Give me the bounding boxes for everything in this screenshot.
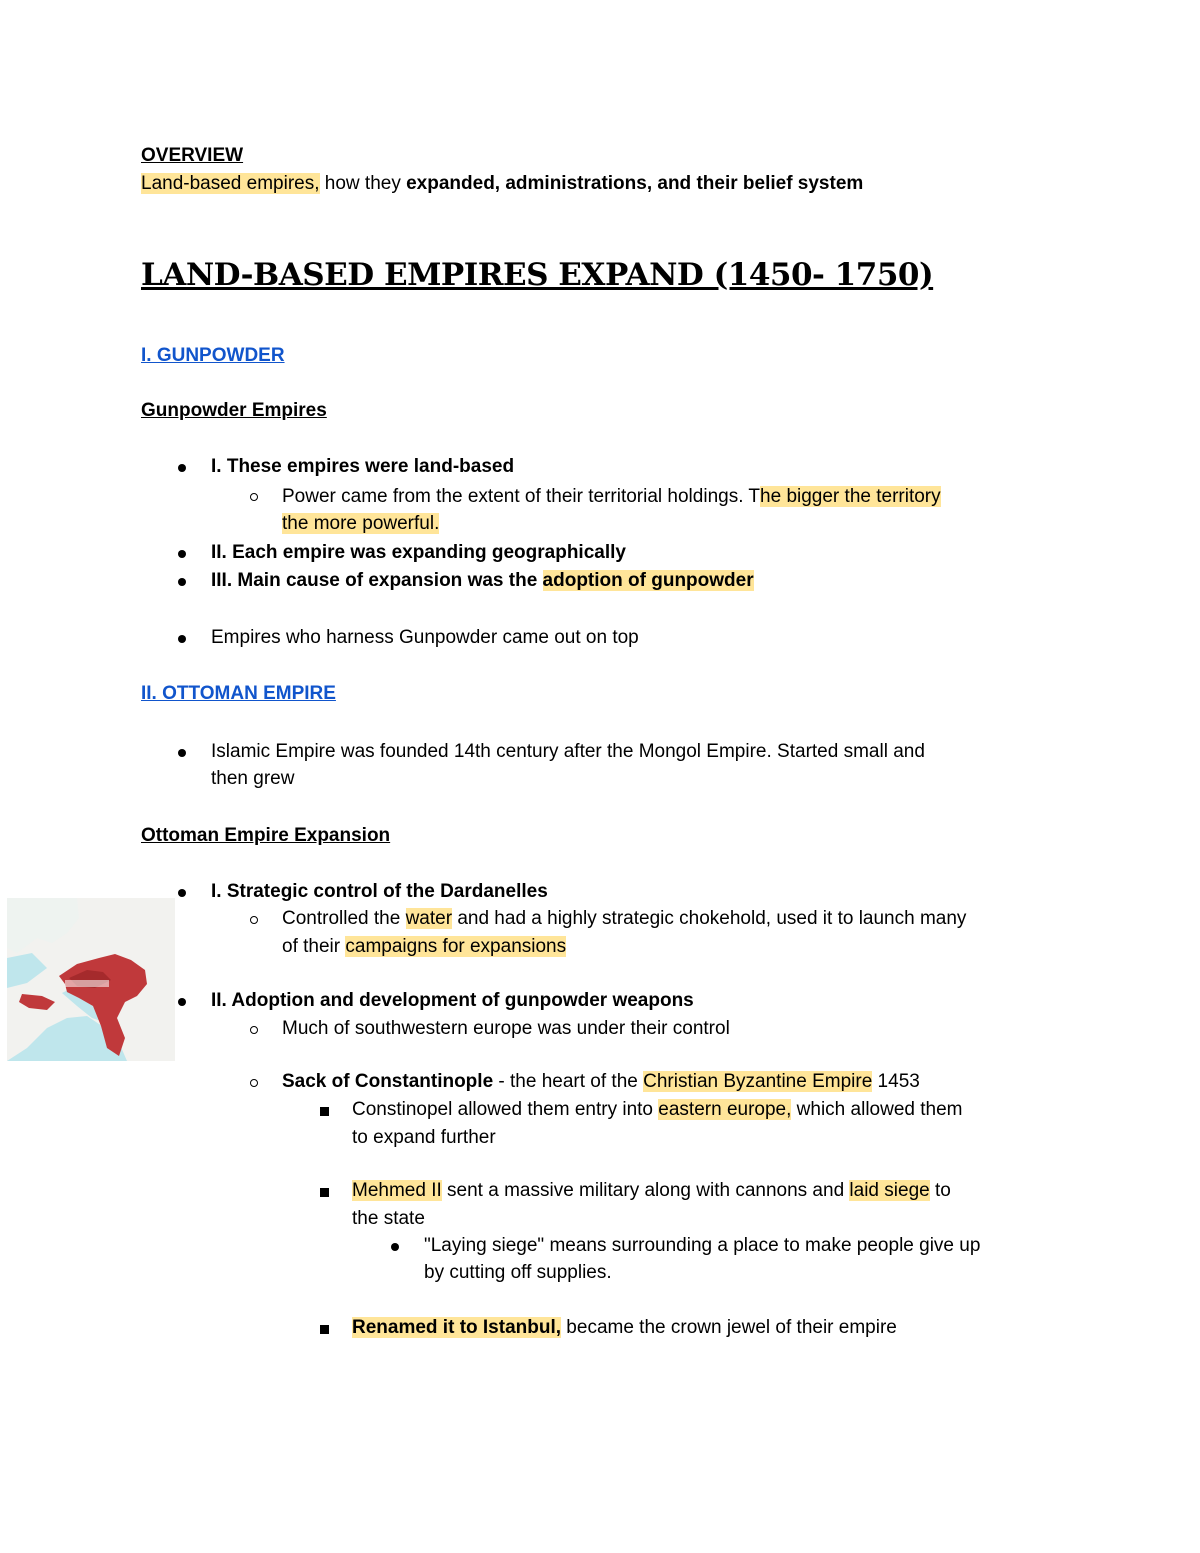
list-item: Islamic Empire was founded 14th century after the Mongol Empire. Started small and (211, 741, 925, 762)
overview-heading: OVERVIEW (141, 145, 244, 166)
gunpowder-empires-subheading: Gunpowder Empires (141, 400, 327, 421)
highlight: he bigger the territory (760, 486, 941, 507)
highlight: laid siege (849, 1180, 930, 1201)
list-item: Empires who harness Gunpowder came out on top (211, 627, 639, 648)
bullet-icon (178, 749, 186, 757)
list-item-continued: the state (352, 1208, 425, 1229)
circle-bullet-icon (250, 916, 258, 924)
list-item-continued: by cutting off supplies. (424, 1262, 612, 1283)
highlight: Christian Byzantine Empire (643, 1071, 873, 1092)
bullet-icon (178, 889, 186, 897)
list-item (282, 484, 941, 510)
square-bullet-icon (320, 1325, 329, 1334)
list-item: II. Adoption and development of gunpowder weapons (211, 990, 694, 1011)
text: which allowed them (791, 1099, 963, 1120)
highlight-land-based-empires: Land-based empires, (141, 173, 320, 194)
highlight: water (405, 908, 453, 929)
list-item (352, 1178, 951, 1204)
list-item-continued: to expand further (352, 1127, 496, 1148)
section-ottoman-link[interactable]: II. OTTOMAN EMPIRE (141, 683, 336, 704)
overview-text: how they (319, 173, 407, 194)
list-item (352, 1097, 962, 1123)
text: Constinopel allowed them entry into (352, 1099, 659, 1120)
text: 1453 (872, 1071, 920, 1092)
highlight: Mehmed II (352, 1180, 442, 1201)
bullet-icon (178, 578, 186, 586)
list-item: "Laying siege" means surrounding a place to make people give up (424, 1235, 981, 1256)
list-item: Much of southwestern europe was under their control (282, 1018, 730, 1039)
text: to (929, 1180, 951, 1201)
text: sent a massive military along with cannons and (441, 1180, 850, 1201)
highlight: Renamed it to Istanbul, (352, 1317, 562, 1338)
square-bullet-icon (320, 1107, 329, 1116)
text: Controlled the (282, 908, 406, 929)
list-item-continued: then grew (211, 768, 295, 789)
overview-line (141, 171, 863, 197)
list-item-continued (282, 511, 439, 537)
list-item (282, 906, 966, 932)
text: became the crown jewel of their empire (561, 1317, 897, 1338)
bullet-icon (178, 464, 186, 472)
highlight: campaigns for expansions (345, 936, 567, 957)
list-item (352, 1315, 897, 1341)
list-item: I. Strategic control of the Dardanelles (211, 881, 548, 902)
list-item: II. Each empire was expanding geographically (211, 542, 626, 563)
list-item: I. These empires were land-based (211, 456, 515, 477)
overview-bold-text: expanded, administrations, and their belief system (406, 173, 864, 194)
text: and had a highly strategic chokehold, used it to launch many (452, 908, 967, 929)
section-gunpowder-link[interactable]: I. GUNPOWDER (141, 345, 285, 366)
highlight: eastern europe, (658, 1099, 792, 1120)
list-item (282, 1069, 920, 1095)
square-bullet-icon (320, 1188, 329, 1197)
circle-bullet-icon (250, 1026, 258, 1034)
bullet-icon (178, 998, 186, 1006)
ottoman-expansion-subheading: Ottoman Empire Expansion (141, 825, 391, 846)
text: III. Main cause of expansion was the (211, 570, 543, 591)
bullet-icon (178, 550, 186, 558)
highlight: adoption of gunpowder (542, 570, 754, 591)
circle-bullet-icon (250, 1079, 258, 1087)
text: of their (282, 936, 346, 957)
bullet-icon (178, 635, 186, 643)
list-item (211, 568, 754, 594)
bullet-icon (391, 1243, 399, 1251)
highlight: the more powerful. (282, 513, 440, 534)
text: - the heart of the (493, 1071, 644, 1092)
list-item-continued (282, 934, 566, 960)
page-title: LAND-BASED EMPIRES EXPAND (1450- 1750) (141, 257, 934, 293)
circle-bullet-icon (250, 493, 258, 501)
text: Sack of Constantinople (282, 1071, 494, 1092)
ottoman-empire-map-image (7, 898, 175, 1061)
text: Power came from the extent of their territorial holdings. T (282, 486, 761, 507)
